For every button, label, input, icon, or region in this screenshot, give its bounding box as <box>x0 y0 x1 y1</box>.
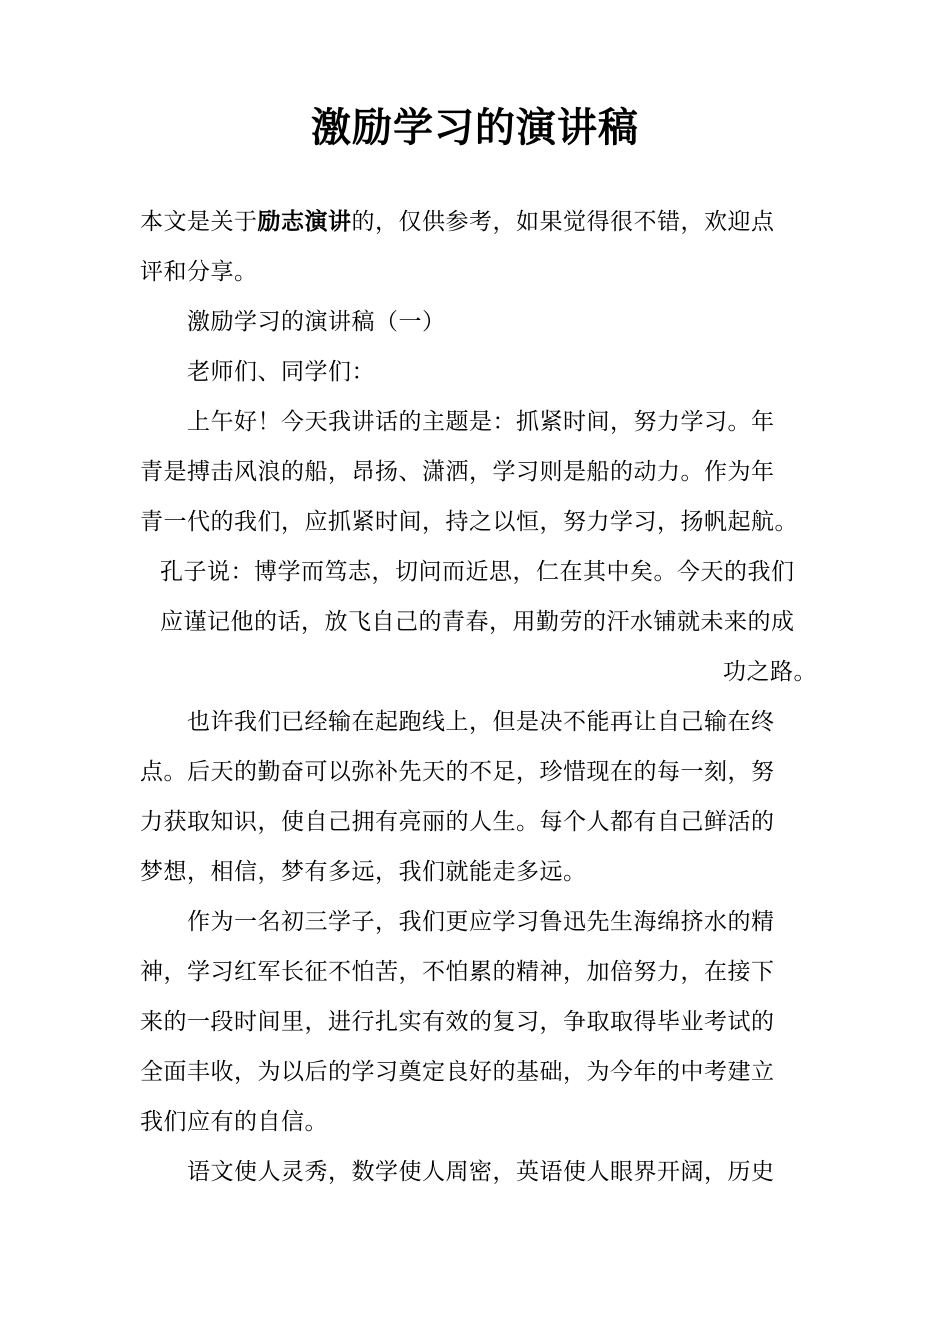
paragraph-line: 应谨记他的话，放飞自己的青春，用勤劳的汗水铺就未来的成 <box>160 609 795 635</box>
paragraph-line: 来的一段时间里，进行扎实有效的复习，争取取得毕业考试的 <box>140 1009 775 1035</box>
intro-line-2: 评和分享。 <box>140 259 258 285</box>
paragraph-line: 梦想，相信，梦有多远，我们就能走多远。 <box>140 859 587 885</box>
section-heading: 激励学习的演讲稿（一） <box>187 309 446 335</box>
paragraph-line: 也许我们已经输在起跑线上，但是决不能再让自己输在终 <box>187 709 775 735</box>
paragraph-line: 上午好！今天我讲话的主题是：抓紧时间，努力学习。年 <box>187 409 775 435</box>
paragraph-line: 点。后天的勤奋可以弥补先天的不足，珍惜现在的每一刻，努 <box>140 759 775 785</box>
paragraph-line: 全面丰收，为以后的学习奠定良好的基础，为今年的中考建立 <box>140 1059 775 1085</box>
paragraph-line: 青是搏击风浪的船，昂扬、潇洒，学习则是船的动力。作为年 <box>140 459 775 485</box>
paragraph-line: 青一代的我们，应抓紧时间，持之以恒，努力学习，扬帆起航。 <box>140 509 798 535</box>
paragraph-line: 孔子说：博学而笃志，切问而近思，仁在其中矣。今天的我们 <box>160 559 795 585</box>
paragraph-line: 作为一名初三学子，我们更应学习鲁迅先生海绵挤水的精 <box>187 909 775 935</box>
document-title: 激励学习的演讲稿 <box>311 105 639 151</box>
paragraph-line: 功之路。 <box>723 659 817 685</box>
paragraph-line: 我们应有的自信。 <box>140 1109 328 1135</box>
intro-line-1 <box>140 206 775 238</box>
greeting: 老师们、同学们： <box>187 359 375 385</box>
paragraph-line: 语文使人灵秀，数学使人周密，英语使人眼界开阔，历史 <box>187 1159 775 1185</box>
paragraph-line: 神，学习红军长征不怕苦，不怕累的精神，加倍努力，在接下 <box>140 959 775 985</box>
intro-text-end: 的，仅供参考，如果觉得很不错，欢迎点 <box>351 209 775 235</box>
intro-text-start: 本文是关于 <box>140 209 258 235</box>
intro-bold-link[interactable]: 励志演讲 <box>257 209 352 235</box>
paragraph-line: 力获取知识，使自己拥有亮丽的人生。每个人都有自己鲜活的 <box>140 809 775 835</box>
